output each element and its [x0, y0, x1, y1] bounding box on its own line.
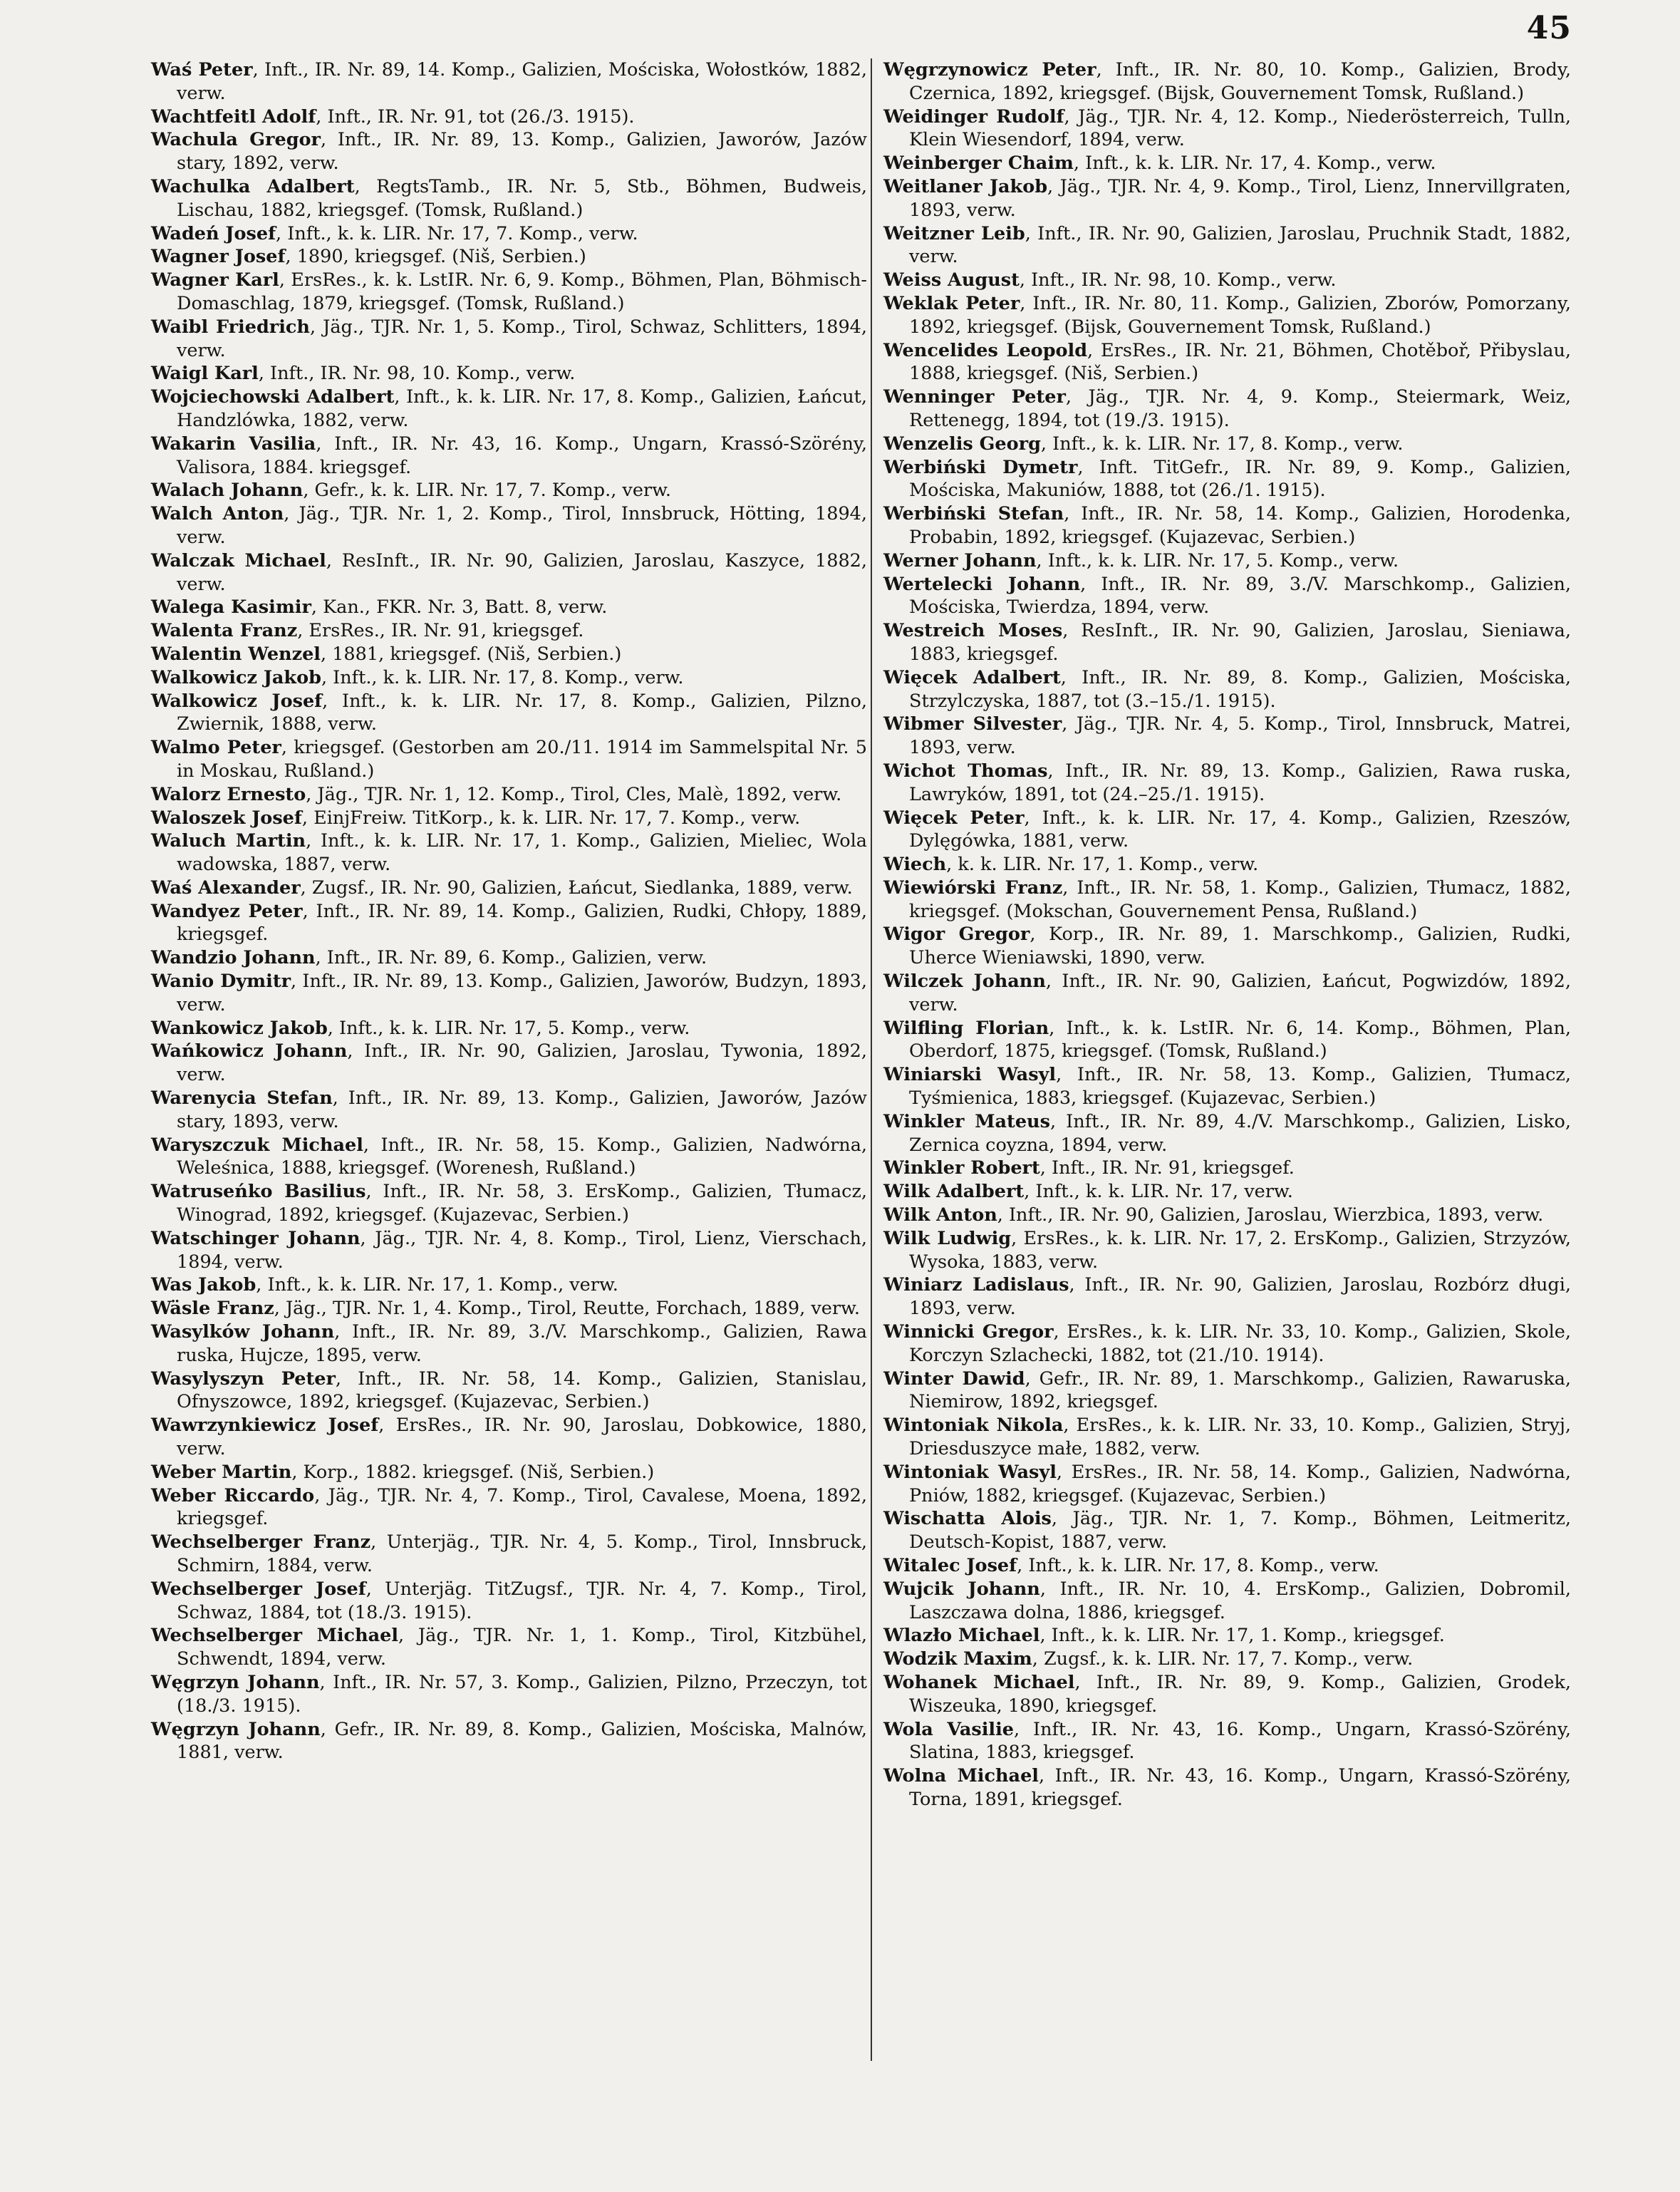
entry-name: Wakarin Vasilia: [151, 433, 316, 455]
entry-details: , Inft., IR. Nr. 89, 13. Komp., Galizien, Rawa ruska, Lawryków, 1891, tot (24.–25./1. 1915).: [909, 760, 1572, 805]
entry-details: , Jäg., TJR. Nr. 1, 12. Komp., Tirol, Cles, Malè, 1892, verw.: [306, 783, 842, 805]
register-entry: [151, 269, 867, 316]
entry-details: , Gefr., IR. Nr. 89, 8. Komp., Galizien, Mościska, Malnów, 1881, verw.: [177, 1718, 868, 1764]
entry-details: , Inft., IR. Nr. 58, 14. Komp., Galizien, Horodenka, Probabin, 1892, kriegsgef. (Kujazevac, Serbien.): [909, 503, 1571, 548]
register-entry: [883, 1764, 1571, 1811]
register-entry: [883, 877, 1571, 924]
register-entry: [883, 1368, 1571, 1415]
register-entry: [151, 1624, 867, 1671]
entry-details: , Inft., IR. Nr. 89, 14. Komp., Galizien, Mościska, Wołostków, 1882, verw.: [177, 59, 867, 104]
entry-name: Węgrzyn Johann: [151, 1671, 320, 1693]
register-entry: [883, 1718, 1571, 1765]
register-entry: [883, 105, 1571, 152]
entry-details: , Inft. TitGefr., IR. Nr. 89, 9. Komp., Galizien, Mościska, Makuniów, 1888, tot (26./1. 1915).: [909, 456, 1572, 502]
entry-details: , ErsRes., k. k. LIR. Nr. 33, 10. Komp., Galizien, Skole, Korczyn Szlachecki, 1882, tot (21./10. 1914).: [909, 1321, 1571, 1366]
register-entry: [151, 1531, 867, 1578]
entry-name: Wandzio Johann: [151, 947, 316, 969]
entry-name: Wischatta Alois: [883, 1508, 1052, 1530]
entry-name: Wola Vasilie: [883, 1718, 1015, 1740]
entry-name: Wolna Michael: [883, 1765, 1039, 1787]
entry-details: , Inft., IR. Nr. 58, 14. Komp., Galizien, Stanislau, Ofnyszowce, 1892, kriegsgef. (Kujazevac, Serbien.): [177, 1368, 867, 1413]
entry-details: , EinjFreiw. TitKorp., k. k. LIR. Nr. 17, 7. Komp., verw.: [301, 807, 801, 829]
entry-name: Wohanek Michael: [883, 1671, 1075, 1693]
entry-name: Walmo Peter: [151, 737, 281, 759]
register-entry: [883, 1204, 1571, 1227]
register-entry: [883, 292, 1571, 339]
entry-name: Wandyez Peter: [151, 900, 303, 922]
entry-details: , Inft., IR. Nr. 90, Galizien, Łańcut, Pogwizdów, 1892, verw.: [909, 971, 1571, 1015]
entry-details: , Inft., IR. Nr. 89, 13. Komp., Galizien, Jaworów, Budzyn, 1893, verw.: [177, 971, 867, 1015]
entry-details: , ResInft., IR. Nr. 90, Galizien, Jaroslau, Kaszyce, 1882, verw.: [177, 549, 868, 595]
entry-name: Wańkowicz Johann: [151, 1040, 348, 1063]
entry-name: Wlazło Michael: [883, 1625, 1040, 1647]
register-entry: [151, 1087, 867, 1134]
register-entry: [151, 58, 867, 105]
register-entry: [883, 1414, 1571, 1461]
entry-details: , 1881, kriegsgef. (Niš, Serbien.): [321, 643, 622, 665]
entry-details: , Korp., IR. Nr. 89, 1. Marschkomp., Galizien, Rudki, Uherce Wieniawski, 1890, verw.: [909, 924, 1571, 969]
register-entry: [883, 1180, 1571, 1204]
entry-name: Waloszek Josef: [151, 807, 302, 829]
entry-details: , Inft., IR. Nr. 80, 11. Komp., Galizien, Zborów, Pomorzany, 1892, kriegsgef. (Bijsk, Gouvernement Tomsk, Rußland.): [909, 292, 1572, 338]
entry-details: , ErsRes., IR. Nr. 90, Jaroslau, Dobkowice, 1880, verw.: [177, 1415, 867, 1460]
entry-name: Weiss August: [883, 269, 1020, 291]
entry-name: Winkler Robert: [883, 1157, 1040, 1179]
entry-details: , Inft., k. k. LIR. Nr. 17, 5. Komp., verw.: [327, 1017, 690, 1039]
register-entry: [883, 1461, 1571, 1508]
register-entry: [151, 1671, 867, 1718]
entry-name: Weitlaner Jakob: [883, 175, 1048, 197]
register-entry: [883, 970, 1571, 1017]
register-entry: [883, 222, 1571, 269]
register-entry: [151, 1040, 867, 1087]
entry-details: , ResInft., IR. Nr. 90, Galizien, Jaroslau, Sieniawa, 1883, kriegsgef.: [909, 620, 1571, 665]
entry-details: , ErsRes., IR. Nr. 21, Böhmen, Chotěboř, Přibyslau, 1888, kriegsgef. (Niš, Serbien.): [909, 339, 1571, 385]
entry-name: Walkowicz Josef: [151, 690, 323, 712]
register-entry: [883, 1320, 1571, 1368]
register-entry: [151, 946, 867, 970]
register-entry: [883, 619, 1571, 666]
register-entry: [151, 316, 867, 363]
entry-details: , Inft., IR. Nr. 89, 14. Komp., Galizien, Rudki, Chłopy, 1889, kriegsgef.: [177, 900, 867, 946]
register-entry: [883, 152, 1571, 175]
entry-details: , kriegsgef. (Gestorben am 20./11. 1914 im Sammelspital Nr. 5 in Moskau, Rußland.): [177, 737, 867, 782]
register-entry: [883, 386, 1571, 433]
entry-details: , Zugsf., IR. Nr. 90, Galizien, Łańcut, Siedlanka, 1889, verw.: [300, 877, 853, 899]
register-entry: [151, 245, 867, 269]
entry-details: , Inft., IR. Nr. 90, Galizien, Jaroslau, Rozbórz długi, 1893, verw.: [909, 1274, 1571, 1320]
entry-name: Wagner Josef: [151, 246, 286, 268]
register-entry: [883, 807, 1571, 854]
entry-details: , Inft., IR. Nr. 90, Galizien, Jaroslau, Pruchnik Stadt, 1882, verw.: [909, 222, 1571, 268]
entry-name: Wilk Anton: [883, 1204, 997, 1226]
register-entry: [883, 1273, 1571, 1320]
register-entry: [151, 362, 867, 386]
register-entry: [883, 573, 1571, 620]
entry-name: Wiech: [883, 854, 947, 876]
register-entry: [151, 643, 867, 666]
register-entry: [151, 1368, 867, 1415]
entry-details: , Inft., IR. Nr. 89, 4./V. Marschkomp., Galizien, Lisko, Zernica coyzna, 1894, verw.: [909, 1110, 1571, 1156]
register-entry: [151, 736, 867, 783]
register-entry: [151, 105, 867, 129]
entry-name: Waryszczuk Michael: [151, 1134, 363, 1156]
entry-name: Waś Peter: [151, 59, 253, 81]
register-entry: [883, 1063, 1571, 1110]
register-entry: [883, 1671, 1571, 1718]
entry-details: , Inft., k. k. LIR. Nr. 17, 1. Komp., kriegsgef.: [1039, 1625, 1445, 1647]
register-entry: [883, 1578, 1571, 1625]
entry-details: , Inft., k. k. LIR. Nr. 17, 8. Komp., Galizien, Pilzno, Zwiernik, 1888, verw.: [177, 690, 867, 735]
register-entry: [883, 760, 1571, 807]
register-entry: [883, 923, 1571, 970]
register-entry: [151, 1461, 867, 1484]
register-entry: [883, 1648, 1571, 1671]
entry-name: Węgrzyn Johann: [151, 1718, 321, 1740]
entry-name: Walczak Michael: [151, 549, 326, 572]
entry-name: Wachtfeitl Adolf: [151, 105, 316, 128]
entry-details: , Inft., IR. Nr. 89, 9. Komp., Galizien, Grodek, Wiszeuka, 1890, kriegsgef.: [909, 1671, 1571, 1717]
entry-details: , RegtsTamb., IR. Nr. 5, Stb., Böhmen, Budweis, Lischau, 1882, kriegsgef. (Tomsk, Rußland.): [177, 175, 867, 221]
entry-name: Wertelecki Johann: [883, 573, 1081, 595]
entry-details: , ErsRes., IR. Nr. 58, 14. Komp., Galizien, Nadwórna, Pniów, 1882, kriegsgef. (Kujazevac, Serbien.): [909, 1461, 1571, 1506]
entry-name: Wäsle Franz: [151, 1298, 274, 1320]
entry-name: Wojciechowski Adalbert: [151, 386, 395, 408]
entry-details: , Inft., IR. Nr. 89, 6. Komp., Galizien, verw.: [315, 947, 707, 969]
register-entry: [151, 222, 867, 246]
entry-name: Walorz Ernesto: [151, 783, 306, 805]
register-entry: [883, 1227, 1571, 1274]
entry-name: Wichot Thomas: [883, 760, 1048, 782]
entry-name: Wasylyszyn Peter: [151, 1368, 336, 1390]
entry-details: , 1890, kriegsgef. (Niš, Serbien.): [285, 246, 586, 268]
entry-name: Wachulka Adalbert: [151, 175, 355, 197]
register-entry: [151, 1414, 867, 1461]
register-entry: [883, 1157, 1571, 1180]
column-divider: [871, 58, 872, 2061]
entry-name: Wencelides Leopold: [883, 339, 1088, 361]
entry-details: , Inft., IR. Nr. 10, 4. ErsKomp., Galizien, Dobromil, Laszczawa dolna, 1886, kriegsgef.: [909, 1578, 1571, 1623]
entry-details: , Inft., k. k. LIR. Nr. 17, 1. Komp., verw.: [256, 1274, 618, 1296]
register-entry: [883, 433, 1571, 456]
entry-name: Wintoniak Wasyl: [883, 1461, 1057, 1483]
register-entry: [883, 502, 1571, 549]
register-entry: [151, 1320, 867, 1368]
entry-details: , Inft., IR. Nr. 89, 13. Komp., Galizien, Jaworów, Jazów stary, 1892, verw.: [177, 129, 867, 175]
entry-details: , ErsRes., k. k. LIR. Nr. 33, 10. Komp., Galizien, Stryj, Driesduszyce małe, 1882, verw.: [909, 1415, 1571, 1460]
register-entry: [883, 339, 1571, 386]
register-entry: [883, 1554, 1571, 1578]
entry-details: , Jäg., TJR. Nr. 4, 7. Komp., Tirol, Cavalese, Moena, 1892, kriegsgef.: [177, 1484, 867, 1530]
entry-details: , ErsRes., k. k. LIR. Nr. 17, 2. ErsKomp., Galizien, Strzyzów, Wysoka, 1883, verw.: [909, 1227, 1571, 1273]
entry-name: Wilk Ludwig: [883, 1227, 1012, 1249]
register-entry: [883, 1017, 1571, 1064]
entry-details: , Inft., IR. Nr. 89, 13. Komp., Galizien, Jaworów, Jazów stary, 1893, verw.: [177, 1087, 867, 1132]
entry-details: , Inft., IR. Nr. 43, 16. Komp., Ungarn, Krassó-Szörény, Torna, 1891, kriegsgef.: [909, 1765, 1571, 1810]
entry-details: , Jäg., TJR. Nr. 1, 7. Komp., Böhmen, Leitmeritz, Deutsch-Kopist, 1887, verw.: [909, 1508, 1571, 1553]
entry-name: Werbiński Dymetr: [883, 456, 1078, 478]
entry-details: , Jäg., TJR. Nr. 4, 5. Komp., Tirol, Innsbruck, Matrei, 1893, verw.: [909, 713, 1571, 759]
entry-name: Winnicki Gregor: [883, 1321, 1054, 1343]
entry-details: , Inft., IR. Nr. 91, tot (26./3. 1915).: [316, 105, 635, 128]
entry-name: Waibl Friedrich: [151, 316, 310, 338]
entry-name: Weitzner Leib: [883, 222, 1025, 244]
entry-name: Walega Kasimir: [151, 596, 311, 619]
right-column: [883, 58, 1571, 1811]
entry-details: , Inft., IR. Nr. 80, 10. Komp., Galizien, Brody, Czernica, 1892, kriegsgef. (Bijsk, Gouvernement Tomsk, Rußland.): [909, 59, 1571, 104]
entry-details: , Inft., IR. Nr. 89, 8. Komp., Galizien, Mościska, Strzylczyska, 1887, tot (3.–15./1. 1915).: [909, 666, 1571, 712]
entry-name: Wenninger Peter: [883, 386, 1066, 408]
entry-name: Wagner Karl: [151, 269, 279, 291]
entry-name: Weber Riccardo: [151, 1484, 315, 1506]
entry-details: , Gefr., IR. Nr. 89, 1. Marschkomp., Galizien, Rawaruska, Niemirow, 1892, kriegsgef.: [909, 1368, 1572, 1413]
entry-details: , Inft., k. k. LIR. Nr. 17, 5. Komp., verw.: [1036, 549, 1399, 572]
entry-name: Waś Alexander: [151, 877, 301, 899]
entry-name: Winkler Mateus: [883, 1110, 1050, 1132]
entry-details: , Inft., IR. Nr. 90, Galizien, Jaroslau, Tywonia, 1892, verw.: [177, 1040, 867, 1086]
entry-name: Walentin Wenzel: [151, 643, 321, 665]
register-entry: [151, 807, 867, 830]
register-entry: [151, 128, 867, 175]
entry-name: Watschinger Johann: [151, 1227, 361, 1249]
register-entry: [883, 1110, 1571, 1157]
entry-details: , k. k. LIR. Nr. 17, 1. Komp., verw.: [946, 854, 1259, 876]
entry-details: , Inft., IR. Nr. 58, 1. Komp., Galizien, Tłumacz, 1882, kriegsgef. (Mokschan, Gouvernement Pensa, Rußland.): [909, 877, 1572, 922]
entry-name: Wechselberger Michael: [151, 1625, 399, 1647]
register-entry: [883, 269, 1571, 292]
entry-details: , Jäg., TJR. Nr. 4, 8. Komp., Tirol, Lienz, Vierschach, 1894, verw.: [177, 1227, 867, 1273]
entry-details: , Zugsf., k. k. LIR. Nr. 17, 7. Komp., verw.: [1032, 1648, 1414, 1670]
entry-name: Weklak Peter: [883, 292, 1020, 314]
entry-details: , Inft., IR. Nr. 43, 16. Komp., Ungarn, Krassó-Szörény, Slatina, 1883, kriegsgef.: [909, 1718, 1571, 1764]
entry-name: Winiarski Wasyl: [883, 1064, 1057, 1086]
entry-name: Wadeń Josef: [151, 222, 276, 244]
entry-details: , Inft., IR. Nr. 57, 3. Komp., Galizien, Pilzno, Przeczyn, tot (18./3. 1915).: [177, 1671, 867, 1717]
entry-details: , Jäg., TJR. Nr. 1, 1. Komp., Tirol, Kitzbühel, Schwendt, 1894, verw.: [177, 1625, 867, 1670]
register-entry: [151, 1273, 867, 1297]
entry-name: Was Jakob: [151, 1274, 256, 1296]
entry-name: Więcek Adalbert: [883, 666, 1061, 688]
page-number: 45: [1526, 10, 1572, 46]
register-entry: [883, 58, 1571, 105]
entry-name: Werner Johann: [883, 549, 1037, 572]
entry-name: Wigor Gregor: [883, 924, 1030, 946]
entry-name: Walach Johann: [151, 480, 304, 502]
entry-name: Westreich Moses: [883, 620, 1063, 642]
register-entry: [151, 175, 867, 222]
register-entry: [151, 549, 867, 596]
entry-name: Wenzelis Georg: [883, 433, 1041, 455]
entry-name: Weidinger Rudolf: [883, 105, 1064, 128]
register-entry: [151, 596, 867, 619]
entry-name: Wechselberger Franz: [151, 1531, 371, 1553]
entry-details: , Inft., IR. Nr. 91, kriegsgef.: [1039, 1157, 1295, 1179]
entry-details: , Inft., IR. Nr. 43, 16. Komp., Ungarn, Krassó-Szörény, Valisora, 1884. kriegsgef.: [177, 433, 867, 478]
entry-name: Wechselberger Josef: [151, 1578, 366, 1600]
entry-name: Wawrzynkiewicz Josef: [151, 1415, 379, 1437]
register-entry: [883, 456, 1571, 503]
entry-name: Walch Anton: [151, 503, 284, 525]
entry-name: Witalec Josef: [883, 1555, 1017, 1576]
entry-details: , Inft., k. k. LIR. Nr. 17, 8. Komp., verw.: [1017, 1555, 1379, 1576]
entry-details: , Inft., IR. Nr. 58, 15. Komp., Galizien, Nadwórna, Weleśnica, 1888, kriegsgef. (Worenesh, Rußland.): [177, 1134, 867, 1179]
entry-details: , Jäg., TJR. Nr. 4, 12. Komp., Niederösterreich, Tulln, Klein Wiesendorf, 1894, verw.: [909, 105, 1571, 151]
register-entry: [883, 1507, 1571, 1554]
entry-name: Waluch Martin: [151, 830, 306, 852]
entry-name: Werbiński Stefan: [883, 503, 1064, 525]
entry-name: Wanio Dymitr: [151, 971, 291, 993]
entry-details: , Inft., k. k. LIR. Nr. 17, 4. Komp., Galizien, Rzeszów, Dylęgówka, 1881, verw.: [909, 807, 1571, 852]
entry-name: Walenta Franz: [151, 620, 298, 642]
entry-name: Weinberger Chaim: [883, 152, 1074, 175]
register-entry: [151, 386, 867, 433]
entry-name: Wiewiórski Franz: [883, 877, 1063, 899]
register-entry: [151, 690, 867, 737]
entry-details: , Jäg., TJR. Nr. 1, 4. Komp., Tirol, Reutte, Forchach, 1889, verw.: [274, 1298, 860, 1320]
entry-details: , Jäg., TJR. Nr. 4, 9. Komp., Steiermark, Weiz, Rettenegg, 1894, tot (19./3. 1915).: [909, 386, 1572, 431]
entry-details: , Korp., 1882. kriegsgef. (Niš, Serbien.): [291, 1461, 655, 1483]
entry-name: Watruseńko Basilius: [151, 1181, 366, 1203]
register-entry: [151, 1484, 867, 1531]
entry-name: Wilfling Florian: [883, 1017, 1049, 1039]
entry-details: , Jäg., TJR. Nr. 1, 5. Komp., Tirol, Schwaz, Schlitters, 1894, verw.: [177, 316, 867, 361]
entry-name: Wilk Adalbert: [883, 1181, 1025, 1203]
entry-details: , Gefr., k. k. LIR. Nr. 17, 7. Komp., verw.: [303, 480, 672, 502]
entry-details: , Inft., k. k. LIR. Nr. 17, verw.: [1024, 1181, 1293, 1203]
entry-name: Wilczek Johann: [883, 971, 1046, 993]
register-entry: [883, 1624, 1571, 1648]
entry-details: , Inft., IR. Nr. 98, 10. Komp., verw.: [1019, 269, 1337, 291]
register-entry: [151, 783, 867, 807]
register-entry: [883, 713, 1571, 760]
register-entry: [883, 549, 1571, 573]
entry-details: , Inft., k. k. LIR. Nr. 17, 7. Komp., verw.: [276, 222, 638, 244]
entry-name: Więcek Peter: [883, 807, 1025, 829]
register-entry: [151, 433, 867, 480]
entry-name: Walkowicz Jakob: [151, 666, 321, 688]
entry-details: , Inft., IR. Nr. 89, 3./V. Marschkomp., Galizien, Mościska, Twierdza, 1894, verw.: [909, 573, 1571, 619]
entry-details: , Jäg., TJR. Nr. 4, 9. Komp., Tirol, Lienz, Innervillgraten, 1893, verw.: [909, 175, 1571, 221]
entry-details: , Inft., IR. Nr. 58, 13. Komp., Galizien, Tłumacz, Tyśmienica, 1883, kriegsgef. (Kujazevac, Serbien.): [909, 1064, 1571, 1110]
register-entry: [151, 1578, 867, 1625]
entry-details: , Inft., k. k. LIR. Nr. 17, 8. Komp., verw.: [321, 666, 684, 688]
register-entry: [151, 479, 867, 502]
entry-details: , ErsRes., k. k. LstIR. Nr. 6, 9. Komp., Böhmen, Plan, Böhmisch-Domaschlag, 1879, kriegsgef. (Tomsk, Rußland.): [177, 269, 867, 314]
entry-details: , Inft., k. k. LIR. Nr. 17, 4. Komp., verw.: [1073, 152, 1436, 175]
entry-details: , Inft., k. k. LIR. Nr. 17, 8. Komp., verw.: [1040, 433, 1404, 455]
entry-name: Wankowicz Jakob: [151, 1017, 328, 1039]
register-entry: [151, 1134, 867, 1181]
entry-name: Wujcik Johann: [883, 1578, 1040, 1600]
left-column: [151, 58, 867, 1764]
register-entry: [151, 1017, 867, 1040]
register-entry: [883, 853, 1571, 877]
entry-name: Wintoniak Nikola: [883, 1415, 1064, 1437]
entry-name: Wibmer Silvester: [883, 713, 1062, 735]
entry-details: , ErsRes., IR. Nr. 91, kriegsgef.: [297, 620, 584, 642]
entry-details: , Inft., IR. Nr. 98, 10. Komp., verw.: [258, 363, 576, 385]
entry-details: , Unterjäg. TitZugsf., TJR. Nr. 4, 7. Komp., Tirol, Schwaz, 1884, tot (18./3. 1915).: [177, 1578, 867, 1623]
register-entry: [151, 1227, 867, 1274]
entry-name: Waigl Karl: [151, 363, 259, 385]
entry-name: Winiarz Ladislaus: [883, 1274, 1069, 1296]
register-entry: [151, 970, 867, 1017]
entry-name: Wodzik Maxim: [883, 1648, 1032, 1670]
register-entry: [151, 1180, 867, 1227]
entry-details: , Jäg., TJR. Nr. 1, 2. Komp., Tirol, Innsbruck, Hötting, 1894, verw.: [177, 503, 867, 548]
register-entry: [883, 175, 1571, 222]
entry-name: Wachula Gregor: [151, 129, 321, 151]
entry-details: , Inft., IR. Nr. 90, Galizien, Jaroslau, Wierzbica, 1893, verw.: [997, 1204, 1544, 1226]
entry-details: , Inft., IR. Nr. 58, 3. ErsKomp., Galizien, Tłumacz, Winograd, 1892, kriegsgef. (Kujazevac, Serbien.): [177, 1181, 867, 1226]
register-entry: [151, 900, 867, 947]
register-entry: [151, 619, 867, 643]
register-entry: [151, 877, 867, 900]
entry-name: Wasylków Johann: [151, 1321, 335, 1343]
entry-name: Węgrzynowicz Peter: [883, 59, 1096, 81]
register-entry: [151, 1297, 867, 1320]
entry-details: , Inft., k. k. LstIR. Nr. 6, 14. Komp., Böhmen, Plan, Oberdorf, 1875, kriegsgef. (Tomsk, Rußland.): [909, 1017, 1571, 1063]
entry-details: , Inft., k. k. LIR. Nr. 17, 8. Komp., Galizien, Łańcut, Handzlówka, 1882, verw.: [177, 386, 867, 431]
register-entry: [883, 666, 1571, 713]
entry-details: , Inft., k. k. LIR. Nr. 17, 1. Komp., Galizien, Mieliec, Wola wadowska, 1887, verw.: [177, 830, 867, 876]
entry-name: Weber Martin: [151, 1461, 292, 1483]
register-entry: [151, 829, 867, 877]
entry-details: , Unterjäg., TJR. Nr. 4, 5. Komp., Tirol, Innsbruck, Schmirn, 1884, verw.: [177, 1531, 867, 1576]
entry-details: , Inft., IR. Nr. 89, 3./V. Marschkomp., Galizien, Rawa ruska, Hujcze, 1895, verw.: [177, 1321, 867, 1366]
entry-name: Warenycia Stefan: [151, 1087, 333, 1110]
register-entry: [151, 1718, 867, 1765]
entry-name: Winter Dawid: [883, 1368, 1025, 1390]
entry-details: , Kan., FKR. Nr. 3, Batt. 8, verw.: [311, 596, 608, 619]
register-entry: [151, 666, 867, 690]
register-entry: [151, 502, 867, 549]
